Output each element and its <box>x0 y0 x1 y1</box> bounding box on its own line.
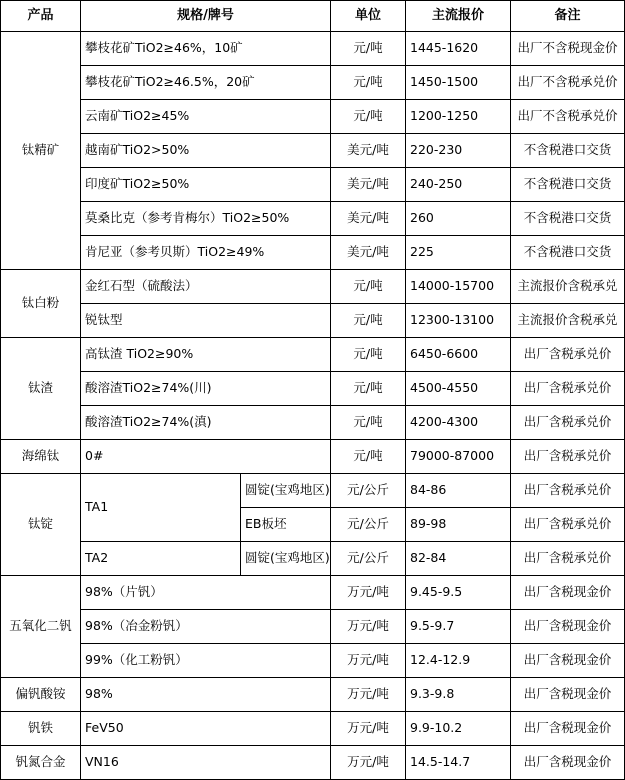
spec-cell: 酸溶渣TiO2≥74%(滇) <box>81 406 331 440</box>
table-row <box>1 236 625 270</box>
note-cell: 出厂含税现金价 <box>511 644 625 678</box>
spec-cell: 云南矿TiO2≥45% <box>81 100 331 134</box>
note-cell: 出厂含税承兑价 <box>511 372 625 406</box>
price-cell: 82-84 <box>406 542 511 576</box>
price-cell: 1200-1250 <box>406 100 511 134</box>
note-cell: 出厂含税现金价 <box>511 712 625 746</box>
table-row <box>1 576 625 610</box>
spec-cell: EB板坯 <box>241 508 331 542</box>
note-cell: 出厂含税现金价 <box>511 746 625 780</box>
product-category-cell: 海绵钛 <box>1 440 81 474</box>
unit-cell: 美元/吨 <box>331 134 406 168</box>
table-row <box>1 100 625 134</box>
note-cell: 出厂含税承兑价 <box>511 440 625 474</box>
product-category-cell: 钛渣 <box>1 338 81 440</box>
price-cell: 260 <box>406 202 511 236</box>
spec-cell: VN16 <box>81 746 331 780</box>
table-row <box>1 746 625 780</box>
table-row <box>1 474 625 508</box>
spec-cell: 金红石型（硫酸法） <box>81 270 331 304</box>
price-cell: 9.9-10.2 <box>406 712 511 746</box>
spec-cell: 攀枝花矿TiO2≥46.5%，20矿 <box>81 66 331 100</box>
spec-cell: 圆锭(宝鸡地区) <box>241 474 331 508</box>
note-cell: 出厂含税现金价 <box>511 610 625 644</box>
product-category-cell: 偏钒酸铵 <box>1 678 81 712</box>
unit-cell: 元/吨 <box>331 66 406 100</box>
price-cell: 6450-6600 <box>406 338 511 372</box>
column-header: 主流报价 <box>406 1 511 32</box>
price-table-body <box>1 1 625 780</box>
spec-cell: 圆锭(宝鸡地区) <box>241 542 331 576</box>
unit-cell: 元/公斤 <box>331 474 406 508</box>
unit-cell: 元/吨 <box>331 372 406 406</box>
spec-cell: 锐钛型 <box>81 304 331 338</box>
table-row <box>1 678 625 712</box>
note-cell: 主流报价含税承兑 <box>511 270 625 304</box>
table-row <box>1 372 625 406</box>
spec-cell: 肯尼亚（参考贝斯）TiO2≥49% <box>81 236 331 270</box>
unit-cell: 元/吨 <box>331 270 406 304</box>
spec-cell: FeV50 <box>81 712 331 746</box>
spec-cell: 莫桑比克（参考肯梅尔）TiO2≥50% <box>81 202 331 236</box>
price-cell: 1445-1620 <box>406 32 511 66</box>
table-row <box>1 202 625 236</box>
unit-cell: 元/公斤 <box>331 542 406 576</box>
table-row <box>1 168 625 202</box>
unit-cell: 元/吨 <box>331 440 406 474</box>
unit-cell: 万元/吨 <box>331 644 406 678</box>
note-cell: 出厂含税现金价 <box>511 576 625 610</box>
price-cell: 220-230 <box>406 134 511 168</box>
note-cell: 出厂不含税现金价 <box>511 32 625 66</box>
price-cell: 9.45-9.5 <box>406 576 511 610</box>
price-cell: 4200-4300 <box>406 406 511 440</box>
price-cell: 12300-13100 <box>406 304 511 338</box>
table-row <box>1 66 625 100</box>
price-cell: 240-250 <box>406 168 511 202</box>
column-header: 单位 <box>331 1 406 32</box>
grade-cell: TA2 <box>81 542 241 576</box>
unit-cell: 万元/吨 <box>331 678 406 712</box>
spec-cell: 印度矿TiO2≥50% <box>81 168 331 202</box>
unit-cell: 美元/吨 <box>331 236 406 270</box>
note-cell: 出厂不含税承兑价 <box>511 66 625 100</box>
note-cell: 出厂含税承兑价 <box>511 474 625 508</box>
table-row <box>1 712 625 746</box>
table-row <box>1 610 625 644</box>
product-category-cell: 钛锭 <box>1 474 81 576</box>
unit-cell: 美元/吨 <box>331 202 406 236</box>
price-cell: 9.3-9.8 <box>406 678 511 712</box>
price-cell: 14.5-14.7 <box>406 746 511 780</box>
price-cell: 89-98 <box>406 508 511 542</box>
column-header: 规格/牌号 <box>81 1 331 32</box>
table-row <box>1 406 625 440</box>
note-cell: 出厂含税承兑价 <box>511 542 625 576</box>
spec-cell: 98%（片钒） <box>81 576 331 610</box>
table-row <box>1 440 625 474</box>
note-cell: 出厂含税承兑价 <box>511 406 625 440</box>
product-category-cell: 钛精矿 <box>1 32 81 270</box>
grade-cell: TA1 <box>81 474 241 542</box>
product-category-cell: 钒铁 <box>1 712 81 746</box>
spec-cell: 高钛渣 TiO2≥90% <box>81 338 331 372</box>
table-row <box>1 270 625 304</box>
note-cell: 出厂含税承兑价 <box>511 338 625 372</box>
price-cell: 14000-15700 <box>406 270 511 304</box>
price-cell: 12.4-12.9 <box>406 644 511 678</box>
price-cell: 84-86 <box>406 474 511 508</box>
unit-cell: 万元/吨 <box>331 576 406 610</box>
spec-cell: 98%（冶金粉钒） <box>81 610 331 644</box>
column-header: 备注 <box>511 1 625 32</box>
note-cell: 不含税港口交货 <box>511 134 625 168</box>
spec-cell: 98% <box>81 678 331 712</box>
note-cell: 不含税港口交货 <box>511 202 625 236</box>
table-row <box>1 338 625 372</box>
price-cell: 225 <box>406 236 511 270</box>
price-cell: 79000-87000 <box>406 440 511 474</box>
unit-cell: 元/吨 <box>331 32 406 66</box>
spec-cell: 0# <box>81 440 331 474</box>
unit-cell: 万元/吨 <box>331 712 406 746</box>
column-header: 产品 <box>1 1 81 32</box>
note-cell: 主流报价含税承兑 <box>511 304 625 338</box>
note-cell: 出厂不含税承兑价 <box>511 100 625 134</box>
table-row <box>1 644 625 678</box>
note-cell: 出厂含税现金价 <box>511 678 625 712</box>
note-cell: 不含税港口交货 <box>511 236 625 270</box>
price-cell: 1450-1500 <box>406 66 511 100</box>
unit-cell: 元/吨 <box>331 304 406 338</box>
table-row <box>1 134 625 168</box>
unit-cell: 元/吨 <box>331 406 406 440</box>
note-cell: 出厂含税承兑价 <box>511 508 625 542</box>
spec-cell: 越南矿TiO2>50% <box>81 134 331 168</box>
table-row <box>1 304 625 338</box>
price-cell: 4500-4550 <box>406 372 511 406</box>
unit-cell: 元/公斤 <box>331 508 406 542</box>
product-category-cell: 五氧化二钒 <box>1 576 81 678</box>
spec-cell: 攀枝花矿TiO2≥46%，10矿 <box>81 32 331 66</box>
unit-cell: 美元/吨 <box>331 168 406 202</box>
table-row <box>1 542 625 576</box>
spec-cell: 99%（化工粉钒） <box>81 644 331 678</box>
note-cell: 不含税港口交货 <box>511 168 625 202</box>
product-category-cell: 钛白粉 <box>1 270 81 338</box>
product-category-cell: 钒氮合金 <box>1 746 81 780</box>
unit-cell: 元/吨 <box>331 338 406 372</box>
unit-cell: 万元/吨 <box>331 746 406 780</box>
unit-cell: 万元/吨 <box>331 610 406 644</box>
price-cell: 9.5-9.7 <box>406 610 511 644</box>
table-row <box>1 32 625 66</box>
spec-cell: 酸溶渣TiO2≥74%(川) <box>81 372 331 406</box>
table-header-row <box>1 1 625 32</box>
unit-cell: 元/吨 <box>331 100 406 134</box>
